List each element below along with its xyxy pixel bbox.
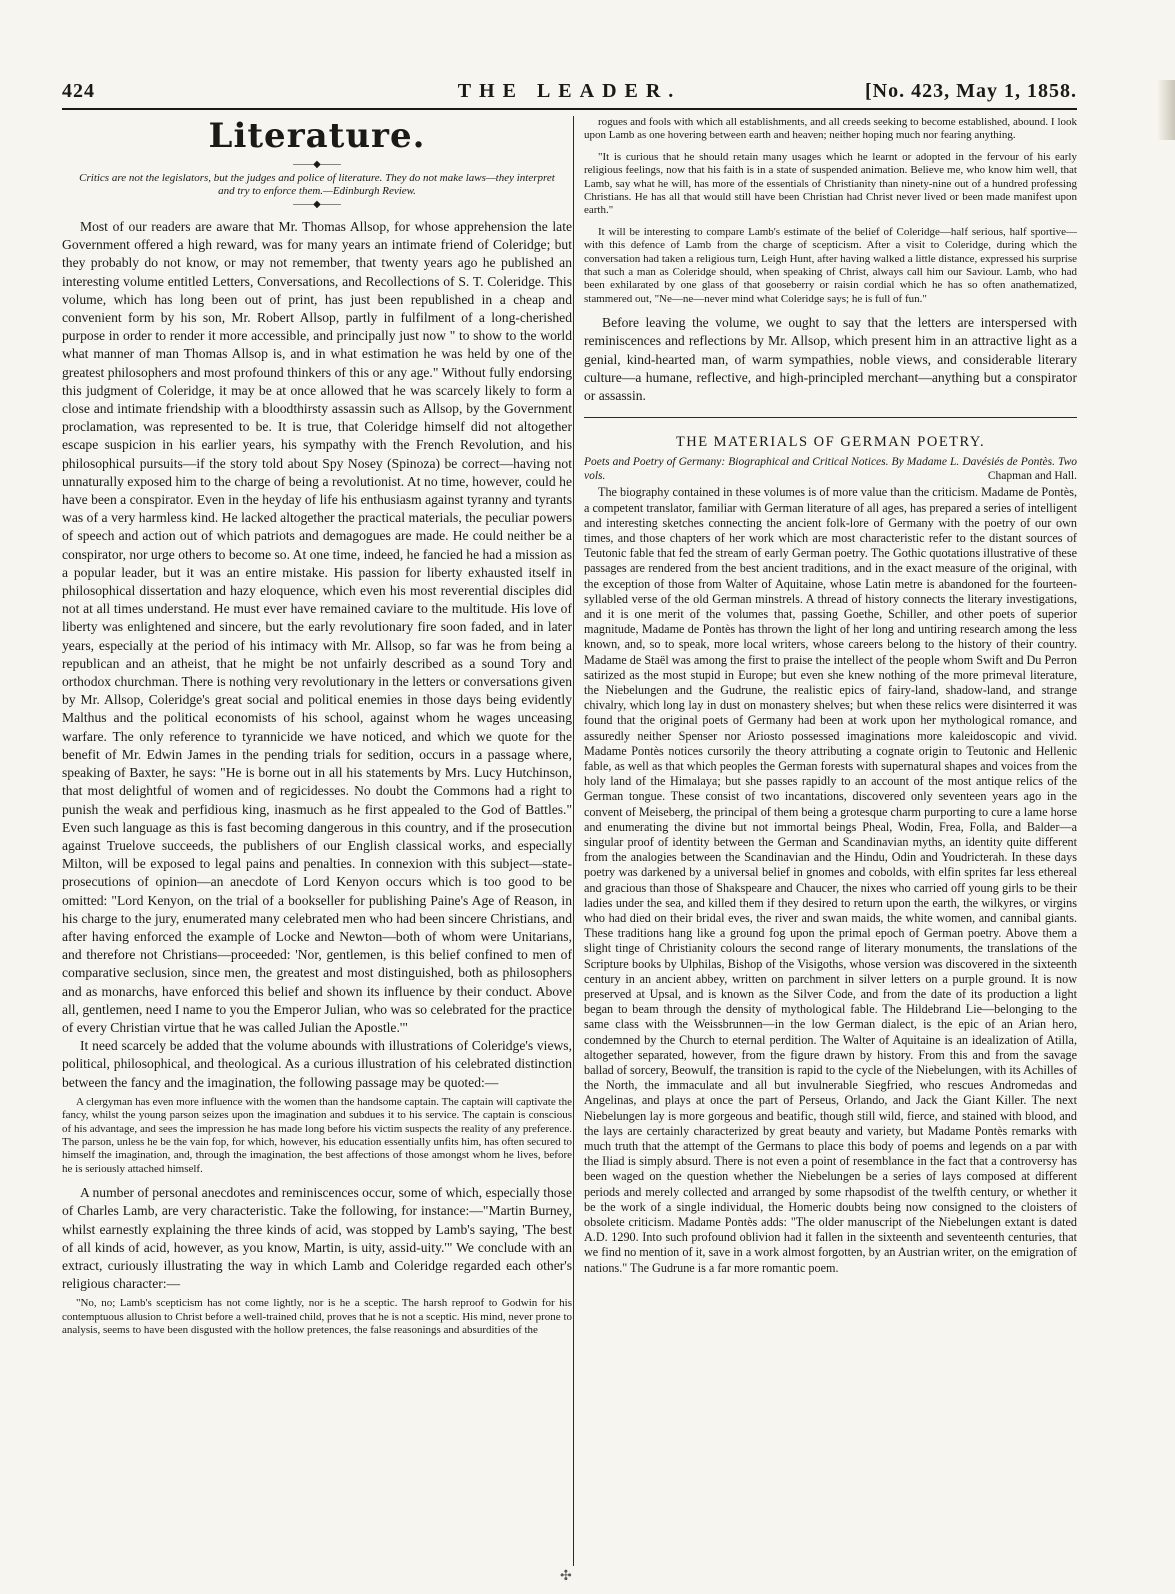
article-paragraph-1: Most of our readers are aware that Mr. Thomas Allsop, for whose apprehension the late Government offered a high reward, was for many years an intimate friend of Coleridge; but they probably do not know, or may not remember, that twenty years ago he published an interesting volume entitled Letters, Conversations, and Recollections of S. T. Coleridge. This volume, which has long been out of print, has just been republished in a cheap and convenient form by his son, Mr. Robert Allsop, partly in fulfilment of a long-cherished purpose in order to render it more accessible, and principally just now " to show to the world what manner of man Thomas Allsop is, and in what estimation he was held by one of the greatest philosophers and most profound thinkers of this or any age." Without fully endorsing this judgment of Coleridge, it may be at once allowed that he was scarcely likely to form a close and intimate friendship with a bloodthirsty assassin such as Allsop, by the Government proclamation, was represented to be. It is true, that Coleridge himself did not altogether escape suspicion in his earlier years, his sympathy with the French Revolution, and his philosophical pursuits—if the story told about Spy Nosey (Spinoza) be correct—having not unnaturally exposed him to the charge of being a revolutionist. At no time, however, could he have been a conspirator. Even in the heyday of life his enthusiasm against tyranny and tyrants was of a very harmless kind. He lacked altogether the practical materials, the peculiar powers of speech and action out of which patriots and demagogues are made. He could neither be a conspirator, nor urge others to become so. At one time, indeed, he fancied he had a mission as a popular leader, but it was an entire mistake. His passion for liberty exhausted itself in philosophical dissertation and hazy eloquence, which even his most reverential disciples did not at all times understand. He must ever have remained caviare to the multitude. His love of liberty was enlightened and sincere, but the early revolutionary fire soon faded, and in later years, especially at the period of his intimacy with Mr. Allsop, so far was he from being a republican and an atheist, that he might be not unfairly described as a sound Tory and orthodox churchman. There is nothing very revolutionary in the letters or conversations given by Mr. Allsop, Coleridge's great social and political enemies in those days being evidently Malthus and the political economists of his school, against whom he wages unceasing warfare. The only reference to tyrannicide we have noticed, and which we quote for the benefit of Mr. Edwin James in the pending trials for sedition, occurs in a passage where, speaking of Baxter, he says: "He is borne out in all his statements by Mrs. Lucy Hutchinson, that most delightful of women and of regicidesses. No doubt the Commons had a right to punish the weak and perfidious king, inasmuch as he first appealed to the God of Battles." Even such language as this is fast becoming dangerous in this country, and if the prosecution against Truelove succeeds, the publishers of our English classical works, and especially Milton, will be exposed to legal pains and penalties. In connexion with this subject—state-prosecutions of opinion—an anecdote of Lord Kenyon occurs which is too good to be omitted: "Lord Kenyon, on the trial of a bookseller for publishing Paine's Age of Reason, in his charge to the jury, enumerated many celebrated men who had been sincere Christians, and after having enforced the example of Locke and Newton—both of whom were Unitarians, and therefore not Christians—proceeded: 'Nor, gentlemen, is this belief confined to men of comparative seclusion, since men, the greatest and most distinguished, both as philosophers and as monarchs, have enforced this belief and shown its influence by their conduct. Above all, gentlemen, need I name to you the Emperor Julian, who was so celebrated for the practice of every Christian virtue that he was called Julian the Apostle.'" bbox=[62, 219, 572, 1035]
book-citation-text: Poets and Poetry of Germany: Biographical and Critical Notices. By Madame L. Davésiés de Pontès. Two vols. bbox=[584, 456, 1077, 483]
book-citation bbox=[584, 455, 1077, 483]
article-paragraph-2: It need scarcely be added that the volume abounds with illustrations of Coleridge's views, political, philosophical, and theological. As a curious illustration of his celebrated distinction between the fancy and the imagination, the following passage may be quoted:— bbox=[62, 1038, 572, 1090]
printer-mark: ✣ bbox=[560, 1569, 572, 1584]
block-quote-2: "No, no; Lamb's scepticism has not come lightly, nor is he a sceptic. The harsh reproof to Godwin for his contemptuous allusion to Christ before a well-trained child, proves that he is not a sceptic. His mind, never prone to analysis, seems to have been disgusted with the hollow pretences, the false reasonings and absurdities of the bbox=[62, 1297, 572, 1337]
right-column bbox=[584, 116, 1077, 1564]
block-quote-para-2: "It is curious that he should retain many usages which he learnt or adopted in the fervour of his early religious feelings, now that his faith is in a state of suspended animation. Believe me, who know him well, that Lamb, say what he will, has more of the essentials of Christianity than ninety-nine out of a hundred professing Christians. He has all that would still have been Christian had Christ never lived or been made manifest upon earth." bbox=[584, 150, 1077, 217]
article-title: THE MATERIALS OF GERMAN POETRY. bbox=[675, 434, 986, 451]
block-quote-para-3: It will be interesting to compare Lamb's estimate of the belief of Coleridge—half serious, half sportive—with this defence of Lamb from the charge of scepticism. After a visit to Coleridge, during which the conversation had taken a religious turn, Leigh Hunt, after having walked a little distance, expressed his surprise that such a man as Coleridge should, when speaking of Christ, always call him our Saviour. Lamb, who had been exhilarated by one glass of that gooseberry or raisin cordial which he has so often anathematized, stammered out, "Ne—ne—never mind what Coleridge says; he is full of fun." bbox=[584, 225, 1077, 305]
section-title: Literature. bbox=[208, 116, 426, 156]
section-motto: Critics are not the legislators, but the judges and police of literature. They do not make laws—they interpret and try to enforce them.—Edinburgh Review. bbox=[79, 172, 555, 197]
left-column bbox=[62, 116, 572, 1564]
column-rule bbox=[573, 116, 574, 1566]
page-header bbox=[62, 78, 1077, 110]
publisher: Chapman and Hall. bbox=[987, 470, 1077, 483]
issue-date: [No. 423, May 1, 1858. bbox=[865, 80, 1077, 102]
closing-paragraph: Before leaving the volume, we ought to say that the letters are interspersed with reminiscences and reflections by Mr. Allsop, which present him in an attractive light as a genial, kind-hearted man, of warm sympathies, noble views, and considerable literary culture—a humane, reflective, and high-principled merchant—anything but a conspirator or assassin. bbox=[584, 315, 1077, 404]
page-edge-stain bbox=[1157, 80, 1175, 140]
ornament-divider-2: ——◆—— bbox=[293, 199, 341, 210]
article-separator bbox=[584, 417, 1077, 418]
masthead-title: THE LEADER. bbox=[457, 80, 682, 102]
ornament-divider: ——◆—— bbox=[293, 159, 341, 170]
block-quote-continued: rogues and fools with which all establishments, and all creeds seeking to become established, abound. I look upon Lamb as one hovering between earth and heaven; neither hoping much nor fearing anything. bbox=[584, 116, 1077, 142]
page-number: 424 bbox=[62, 80, 95, 102]
article-paragraph-3: A number of personal anecdotes and reminiscences occur, some of which, especially those of Charles Lamb, are very characteristic. Take the following, for instance:—"Martin Burney, whilst earnestly explaining the three kinds of acid, was stopped by Lamb's saying, 'The best of all kinds of acid, however, as you know, Martin, is uity, assid-uity.'" We conclude with an extract, curiously illustrating the way in which Lamb and Coleridge regarded each other's religious character:— bbox=[62, 1185, 572, 1292]
block-quote-1: A clergyman has even more influence with the women than the handsome captain. The captain will captivate the fancy, whilst the young parson seizes upon the imagination and subdues it to his service. The captain is conscious of his advantage, and sees the impression he has made long before his victim suspects the reality of any preference. The parson, unless he be the vain fop, for which, however, his education essentially unfits him, has often secured to himself the imagination, and, through the imagination, the best affections of those amongst whom he lives, before he is seriously attached himself. bbox=[62, 1095, 572, 1175]
german-poetry-body: The biography contained in these volumes is of more value than the criticism. Madame de Pontès, a competent translator, familiar with German literature of all ages, has prepared a series of intelligent and interesting sketches connecting the ancient folk-lore of Germany with the poetry of our own times, and those chapters of her work which are most characteristic refer to the distant sources of Teutonic fable that fed the stream of early German poetry. The Gothic quotations illustrative of these passages are rendered from the best ancient traditions, and in the exact measure of the original, with the exception of those from Walter of Aquitaine, whose Latin metre is abandoned for the fourteen-syllabled verse of the old German minstrels. A thread of history connects the literary investigations, and it is one merit of the volumes that, passing Goethe, Schiller, and other poets of superior magnitude, Madame de Pontès has thrown the light of her long and untiring research among the less known, and, so to speak, more local writers, whose careers belong to the history of their country. Madame de Staël was among the first to praise the intellect of the people whom Swift and Du Perron satirized as the most stupid in Europe; but even she knew nothing of the more primeval literature, the Niebelungen and the Gudrune, the realistic epics of fairy-land, shadow-land, and strange chivalry, which long lay in dust on monastery shelves; but when these relics were disinterred it was found that the original poets of Germany had been at work upon her mythological romance, and assuredly neither Spenser nor Ariosto possessed imaginations more kaleidoscopic and vivid. Madame Pontès notices cursorily the theory attributing a cognate origin to Teutonic and Hellenic fable, as well as that which peoples the German forests with supernatural shapes and voices from the holy land of the Himalaya; but she passes rapidly to an account of the most antique relics of the German tongue. These consist of two incantations, discovered only seventeen years ago in the convent of Meiseberg, the principal of them being a grotesque charm purporting to cure a lame horse and enumerating the divine but not immortal beings Pheal, Wodin, Frea, Folla, and Balder—a singular proof of identity between the German and Scandinavian myths, an identity quite different from the analogies between the Scandinavian and the Hindu, Odin and Youdricterah. In these days poetry was darkened by a universal belief in gnomes and cobolds, with elfin sprites far less ethereal and gracious than those of Shakspeare and Chaucer, the nixes who carried off young girls to be their ladies under the sea, and killed them if they desired to return upon the earth, the wilkyres, or virgins who had died on their bridal eves, the river and swan maids, the white women, and cannibal giants. These traditions hang like a ground fog upon the primal epoch of German poetry. Above them a slight tinge of Christianity colours the second range of literary monuments, the translations of the Scripture books by Ulphilas, Bishop of the Visigoths, whose version was discovered in the sixteenth century in an ancient abbey, written on parchment in silver letters on a purple ground. It is now preserved at Upsal, and is known as the Silver Code, and from the date of its production a light began to beam through the density of mythological fable. The Hildebrand Lie—belonging to the same class with the Weissbrunnen—in the low German dialect, is the epic of an Arian hero, condemned by the Church to eternal perdition. The Walter of Aquitaine is an idealization of Atilla, altogether separated, however, from the figure drawn by history. From this and from the savage ballad of sorcery, Beowulf, the transition is rapid to the cycle of the Niebelungen, with its Achilles of the North, the immaculate and all but invulnerable Siegfried, who rescues Andromedas and Angelinas, and plays at once the part of Perseus, Orlando, and Jack the Giant Killer. The next Niebelungen lay is more gorgeous and beatific, though still wild, fierce, and stained with blood, and the lays are certainly characterized by great beauty and variety, but Madame Pontès remarks with much truth that the attempt of the Germans to place this body of poems and legends on a par with the Iliad is simply absurd. There is not even a point of resemblance in the fact that a controversy has been waged on the question whether the Niebelungen be a series of lays composed at different periods and merely collected and arranged by some rhapsodist of the twelfth century, or whether it be the work of a single individual, the Homeric doubts being now consigned to the cloisters of obsolete criticism. Madame Pontès adds: "The older manuscript of the Niebelungen extant is dated A.D. 1290. Into such profound oblivion had it fallen in the sixteenth and seventeenth centuries, that we find no mention of it, save in a work almost forgotten, by an Austrian writer, on the emigration of nations." The Gudrune is a far more romantic poem. bbox=[584, 485, 1077, 1275]
